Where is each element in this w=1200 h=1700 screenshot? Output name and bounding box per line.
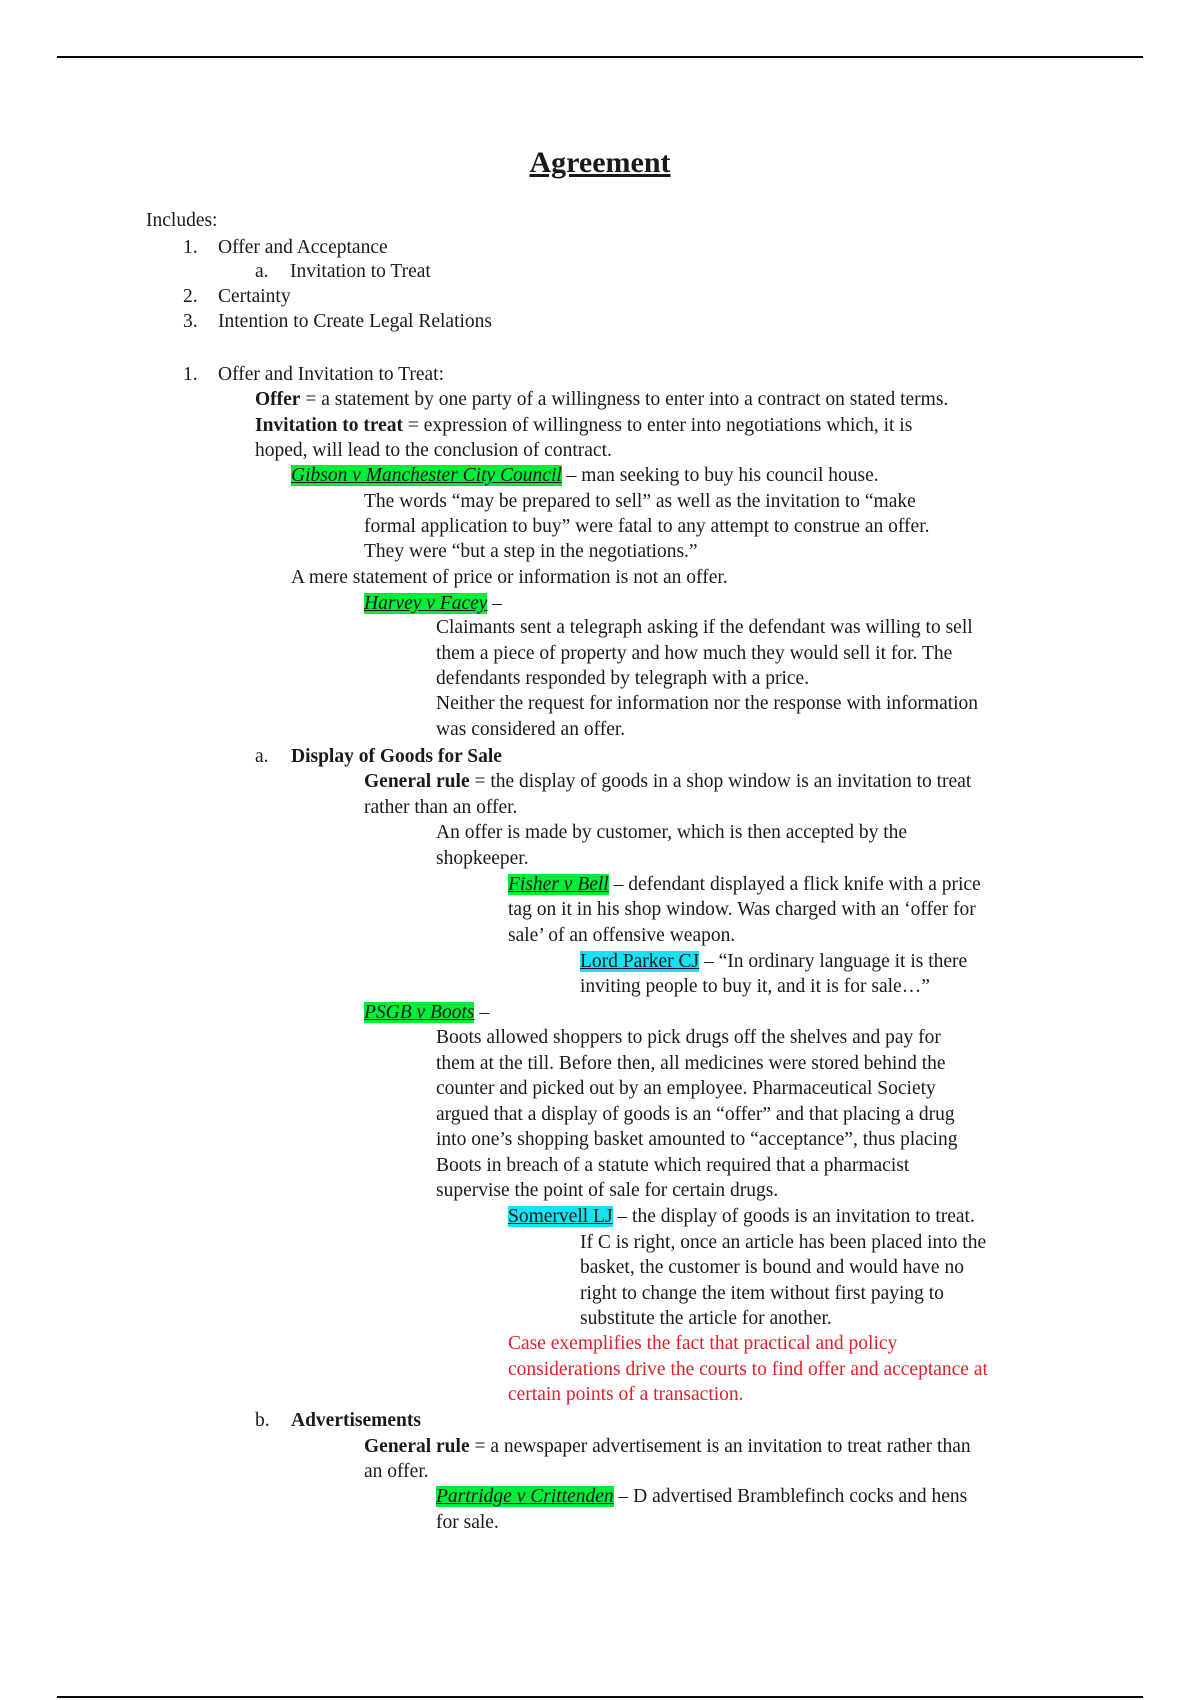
toc-number: 2.	[183, 286, 198, 307]
document-title: Agreement	[529, 146, 671, 179]
rule-text: = a newspaper advertisement is an invitation to treat rather than	[469, 1436, 971, 1457]
judge-quote-cont: inviting people to buy it, and it is for sale…”	[580, 976, 930, 997]
judge-summary: – the display of goods is an invitation to treat.	[612, 1206, 975, 1227]
case-detail-line: sale’ of an offensive weapon.	[508, 925, 736, 946]
case-dash: –	[474, 1002, 490, 1023]
includes-label: Includes:	[146, 210, 218, 231]
case-detail-line: Boots in breach of a statute which required that a pharmacist	[436, 1155, 910, 1176]
judge-detail-line: substitute the article for another.	[580, 1308, 832, 1329]
toc-number: 3.	[183, 311, 198, 332]
general-rule	[364, 1434, 971, 1460]
footer-rule	[57, 1696, 1143, 1698]
case-detail-line: formal application to buy” were fatal to any attempt to construe an offer.	[364, 516, 930, 537]
rule-term: General rule	[364, 1436, 470, 1457]
case-detail-line: them at the till. Before then, all medicines were stored behind the	[436, 1053, 946, 1074]
judge-name-highlight: Lord Parker CJ	[580, 951, 700, 972]
judge-detail-line: right to change the item without first paying to	[580, 1283, 944, 1304]
toc-item: Intention to Create Legal Relations	[218, 311, 492, 332]
subsection-number: a.	[255, 746, 269, 767]
rule-text: = the display of goods in a shop window is an invitation to treat	[469, 771, 972, 792]
case-dash: –	[487, 593, 503, 614]
subsection-heading: Advertisements	[291, 1410, 421, 1431]
case-partridge	[436, 1484, 967, 1510]
itt-def-text: = expression of willingness to enter into negotiations which, it is	[403, 415, 913, 436]
case-summary: – man seeking to buy his council house.	[561, 465, 879, 486]
offer-term: Offer	[255, 389, 301, 410]
case-detail-line: They were “but a step in the negotiations.”	[364, 541, 698, 562]
toc-item: Certainty	[218, 286, 291, 307]
judge-parker	[580, 949, 967, 975]
itt-definition	[255, 413, 912, 439]
judge-name-highlight: Somervell LJ	[508, 1206, 613, 1227]
itt-term: Invitation to treat	[255, 415, 404, 436]
mere-statement: A mere statement of price or information is not an offer.	[291, 567, 728, 588]
policy-note-line: certain points of a transaction.	[508, 1384, 744, 1405]
case-psgb	[364, 1000, 489, 1026]
case-detail-line: was considered an offer.	[436, 719, 626, 740]
case-detail-line: supervise the point of sale for certain drugs.	[436, 1180, 779, 1201]
case-detail-line: counter and picked out by an employee. Pharmaceutical Society	[436, 1078, 936, 1099]
judge-somervell	[508, 1204, 975, 1230]
judge-detail-line: If C is right, once an article has been placed into the	[580, 1232, 987, 1253]
case-detail-line: Neither the request for information nor the response with information	[436, 693, 979, 714]
case-detail-line: Claimants sent a telegraph asking if the defendant was willing to sell	[436, 617, 973, 638]
section-number: 1.	[183, 364, 198, 385]
case-name-highlight: Gibson v Manchester City Council	[291, 465, 562, 486]
case-name-highlight: Partridge v Crittenden	[436, 1486, 614, 1507]
case-detail-line: defendants responded by telegraph with a price.	[436, 668, 810, 689]
toc-number: a.	[255, 261, 269, 282]
toc-item: Invitation to Treat	[290, 261, 431, 282]
case-name-highlight: Fisher v Bell	[508, 874, 609, 895]
rule-term: General rule	[364, 771, 470, 792]
case-detail-line: argued that a display of goods is an “offer” and that placing a drug	[436, 1104, 955, 1125]
case-detail-line: Boots allowed shoppers to pick drugs off the shelves and pay for	[436, 1027, 941, 1048]
case-detail-line: into one’s shopping basket amounted to “acceptance”, thus placing	[436, 1129, 958, 1150]
judge-detail-line: basket, the customer is bound and would have no	[580, 1257, 964, 1278]
general-rule-cont: an offer.	[364, 1461, 429, 1482]
header-rule	[57, 56, 1143, 58]
general-rule-cont: rather than an offer.	[364, 797, 518, 818]
policy-note-line: Case exemplifies the fact that practical and policy	[508, 1333, 898, 1354]
subsection-heading: Display of Goods for Sale	[291, 746, 502, 767]
case-name-highlight: Harvey v Facey	[364, 593, 488, 614]
case-detail-line: The words “may be prepared to sell” as well as the invitation to “make	[364, 491, 916, 512]
toc-item: Offer and Acceptance	[218, 237, 388, 258]
case-detail-line: them a piece of property and how much they would sell it for. The	[436, 643, 953, 664]
case-gibson	[291, 463, 879, 489]
general-rule	[364, 769, 971, 795]
offer-def-text: = a statement by one party of a willingness to enter into a contract on stated terms.	[300, 389, 949, 410]
case-name-highlight: PSGB v Boots	[364, 1002, 475, 1023]
toc-number: 1.	[183, 237, 198, 258]
case-detail-line: for sale.	[436, 1512, 499, 1533]
offer-made-line: shopkeeper.	[436, 848, 529, 869]
section-heading: Offer and Invitation to Treat:	[218, 364, 445, 385]
subsection-number: b.	[255, 1410, 270, 1431]
offer-made-line: An offer is made by customer, which is then accepted by the	[436, 822, 908, 843]
itt-definition-cont: hoped, will lead to the conclusion of contract.	[255, 440, 612, 461]
policy-note-line: considerations drive the courts to find offer and acceptance at	[508, 1359, 988, 1380]
case-detail-line: tag on it in his shop window. Was charged with an ‘offer for	[508, 899, 976, 920]
offer-definition	[255, 387, 948, 413]
judge-quote: – “In ordinary language it is there	[699, 951, 968, 972]
case-summary: – defendant displayed a flick knife with a price	[608, 874, 981, 895]
case-fisher	[508, 872, 981, 898]
case-harvey	[364, 591, 502, 617]
case-summary: – D advertised Bramblefinch cocks and hens	[613, 1486, 968, 1507]
